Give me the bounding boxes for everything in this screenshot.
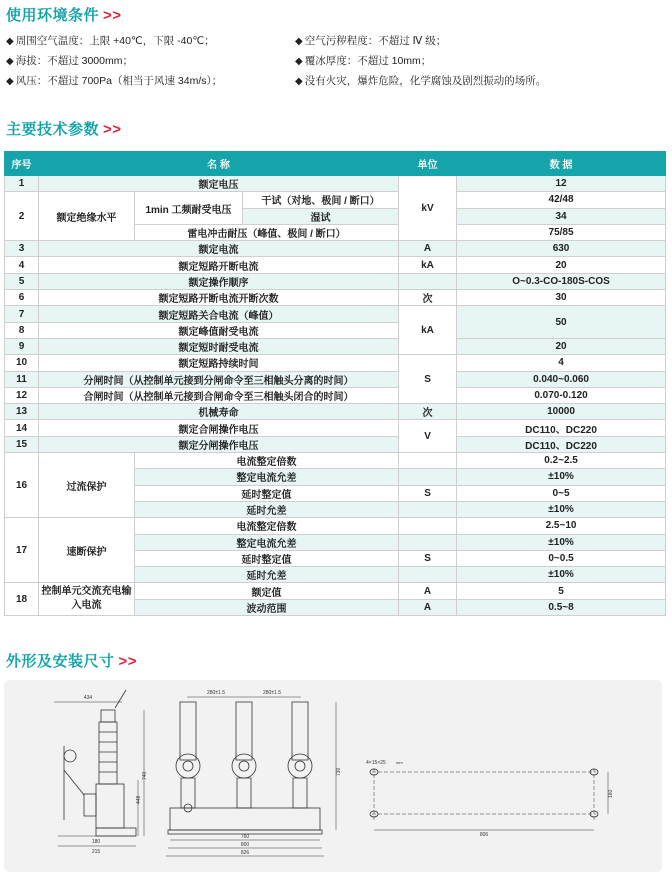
- dim-280-right: 280±1.5: [262, 690, 282, 696]
- row-value: 20: [457, 338, 666, 354]
- row-unit: A: [399, 241, 457, 257]
- dims-title-arrows: >>: [118, 653, 138, 670]
- row-value: DC110、DC220: [457, 436, 666, 452]
- table-row: [5, 306, 666, 322]
- row-unit: S: [399, 355, 457, 404]
- dim-160: 160: [608, 789, 614, 798]
- row-name: 干试（对地、极间 / 断口）: [243, 192, 399, 208]
- row-name: 整定电流允差: [135, 534, 399, 550]
- row-name: 额定短路持续时间: [39, 355, 399, 371]
- dim-800: 800: [240, 842, 250, 848]
- row-name: 额定短时耐受电流: [39, 338, 399, 354]
- table-row: [5, 355, 666, 371]
- header-name: 名 称: [39, 152, 399, 176]
- env-item: ◆ 空气污秽程度：不超过 Ⅳ 级；: [295, 31, 446, 52]
- row-unit: kA: [399, 306, 457, 355]
- dim-180: 180: [91, 839, 101, 845]
- table-row: [5, 241, 666, 257]
- row-name: 额定短路关合电流（峰值）: [39, 306, 399, 322]
- row-group: 控制单元交流充电输入电流: [39, 583, 135, 616]
- row-name: 电流整定倍数: [135, 518, 399, 534]
- row-unit: [399, 453, 457, 469]
- row-unit: S: [399, 550, 457, 566]
- row-name: 机械寿命: [39, 404, 399, 420]
- row-value: 630: [457, 241, 666, 257]
- row-name: 雷电冲击耐压（峰值、极间 / 断口）: [135, 224, 399, 240]
- row-name: 整定电流允差: [135, 469, 399, 485]
- row-group: 速断保护: [39, 518, 135, 583]
- dim-730: 730: [336, 767, 342, 776]
- row-no: 4: [5, 257, 39, 273]
- dim-holes: 4×15×25: [366, 760, 386, 766]
- dim-740: 740: [142, 771, 148, 780]
- dims-title-text: 外形及安装尺寸: [6, 653, 115, 670]
- spec-table: [4, 151, 666, 616]
- row-unit: A: [399, 599, 457, 615]
- row-value: DC110、DC220: [457, 420, 666, 436]
- row-name: 额定短路开断电流开断次数: [39, 290, 399, 306]
- row-value: ±10%: [457, 469, 666, 485]
- row-value: ±10%: [457, 567, 666, 583]
- header-unit: 单位: [399, 152, 457, 176]
- row-name: 电流整定倍数: [135, 453, 399, 469]
- dim-806: 806: [479, 832, 489, 838]
- row-no: 11: [5, 371, 39, 387]
- row-no: 8: [5, 322, 39, 338]
- row-name: 分闸时间（从控制单元接到分闸命令至三相触头分离的时间）: [39, 371, 399, 387]
- row-value: 34: [457, 208, 666, 224]
- table-row: [5, 404, 666, 420]
- table-row: [5, 273, 666, 289]
- row-value: 42/48: [457, 192, 666, 208]
- row-value: 12: [457, 176, 666, 192]
- row-value: 0.070-0.120: [457, 387, 666, 403]
- table-row: [5, 371, 666, 387]
- pole-left: [176, 702, 200, 808]
- pole-right: [288, 702, 312, 808]
- row-name: 额定合闸操作电压: [39, 420, 399, 436]
- row-unit: A: [399, 583, 457, 599]
- row-no: 6: [5, 290, 39, 306]
- row-unit: [399, 501, 457, 517]
- pole-middle: [232, 702, 256, 808]
- env-title-text: 使用环境条件: [6, 7, 100, 24]
- row-no: 9: [5, 338, 39, 354]
- row-no: 16: [5, 453, 39, 518]
- table-header-row: [5, 152, 666, 176]
- row-name: 额定峰值耐受电流: [39, 322, 399, 338]
- drawing-svg: [4, 680, 662, 872]
- row-no: 13: [5, 404, 39, 420]
- table-row: [5, 290, 666, 306]
- params-title-text: 主要技术参数: [6, 121, 100, 138]
- dim-215: 215: [91, 849, 101, 855]
- env-item: ◆ 周围空气温度：上限 +40℃，下限 -40℃；: [6, 31, 215, 52]
- table-row: [5, 192, 666, 208]
- row-group: 额定绝缘水平: [39, 192, 135, 241]
- row-value: 0.2~2.5: [457, 453, 666, 469]
- row-no: 2: [5, 192, 39, 241]
- table-row: [5, 176, 666, 192]
- dim-760: 760: [240, 834, 250, 840]
- row-value: ±10%: [457, 534, 666, 550]
- params-title-arrows: >>: [103, 121, 122, 138]
- row-unit: [399, 518, 457, 534]
- row-value: 5: [457, 583, 666, 599]
- row-no: 17: [5, 518, 39, 583]
- row-unit: 次: [399, 404, 457, 420]
- row-name: 额定短路开断电流: [39, 257, 399, 273]
- row-no: 1: [5, 176, 39, 192]
- table-row: [5, 420, 666, 436]
- dim-280-left: 280±1.5: [206, 690, 226, 696]
- env-item: ◆ 风压：不超过 700Pa（相当于风速 34m/s）；: [6, 71, 222, 92]
- row-name: 额定操作顺序: [39, 273, 399, 289]
- dim-mm: mm: [396, 760, 403, 765]
- row-no: 5: [5, 273, 39, 289]
- row-unit: [399, 273, 457, 289]
- table-row: [5, 436, 666, 452]
- side-view: [54, 690, 148, 855]
- row-value: 20: [457, 257, 666, 273]
- row-no: 18: [5, 583, 39, 616]
- row-sub: 1min 工频耐受电压: [135, 192, 243, 225]
- row-unit: kA: [399, 257, 457, 273]
- dimension-drawing: [4, 680, 662, 872]
- dim-826: 826: [240, 850, 250, 856]
- row-value: 50: [457, 306, 666, 339]
- row-unit: [399, 567, 457, 583]
- row-no: 15: [5, 436, 39, 452]
- env-section-title: [6, 4, 122, 25]
- row-value: 0.5~8: [457, 599, 666, 615]
- dims-section-title: [6, 650, 137, 671]
- table-row: [5, 338, 666, 354]
- env-title-arrows: >>: [103, 7, 122, 24]
- row-value: 2.5~10: [457, 518, 666, 534]
- row-value: 75/85: [457, 224, 666, 240]
- header-no: 序号: [5, 152, 39, 176]
- row-value: 0~5: [457, 485, 666, 501]
- row-name: 延时允差: [135, 501, 399, 517]
- row-no: 14: [5, 420, 39, 436]
- table-row: [5, 387, 666, 403]
- row-value: ±10%: [457, 501, 666, 517]
- row-name: 湿试: [243, 208, 399, 224]
- row-value: O~0.3-CO-180S-COS: [457, 273, 666, 289]
- header-data: 数 据: [457, 152, 666, 176]
- row-name: 延时整定值: [135, 485, 399, 501]
- row-no: 3: [5, 241, 39, 257]
- env-item: ◆ 没有火灾，爆炸危险，化学腐蚀及剧烈振动的场所。: [295, 71, 546, 92]
- row-name: 延时整定值: [135, 550, 399, 566]
- table-row: [5, 583, 666, 599]
- table-row: [5, 518, 666, 534]
- params-section-title: [6, 118, 122, 139]
- row-value: 0~0.5: [457, 550, 666, 566]
- row-name: 波动范围: [135, 599, 399, 615]
- table-row: [5, 257, 666, 273]
- row-value: 30: [457, 290, 666, 306]
- row-value: 4: [457, 355, 666, 371]
- dim-434: 434: [83, 695, 93, 701]
- row-name: 延时允差: [135, 567, 399, 583]
- row-unit: S: [399, 485, 457, 501]
- front-view: [166, 690, 342, 856]
- row-no: 12: [5, 387, 39, 403]
- row-no: 10: [5, 355, 39, 371]
- table-row: [5, 453, 666, 469]
- dim-448: 448: [136, 795, 142, 804]
- row-name: 额定电压: [39, 176, 399, 192]
- env-item: ◆ 覆冰厚度：不超过 10mm；: [295, 51, 431, 72]
- row-unit: 次: [399, 290, 457, 306]
- row-unit: [399, 469, 457, 485]
- row-name: 额定分闸操作电压: [39, 436, 399, 452]
- row-unit: V: [399, 420, 457, 453]
- row-value: 0.040~0.060: [457, 371, 666, 387]
- row-group: 过流保护: [39, 453, 135, 518]
- mounting-plan: [366, 760, 614, 838]
- row-unit: [399, 534, 457, 550]
- env-item: ◆ 海拔：不超过 3000mm；: [6, 51, 133, 72]
- row-value: 10000: [457, 404, 666, 420]
- row-name: 额定电流: [39, 241, 399, 257]
- row-name: 合闸时间（从控制单元接到合闸命令至三相触头闭合的时间）: [39, 387, 399, 403]
- row-no: 7: [5, 306, 39, 322]
- row-name: 额定值: [135, 583, 399, 599]
- row-unit: kV: [399, 176, 457, 241]
